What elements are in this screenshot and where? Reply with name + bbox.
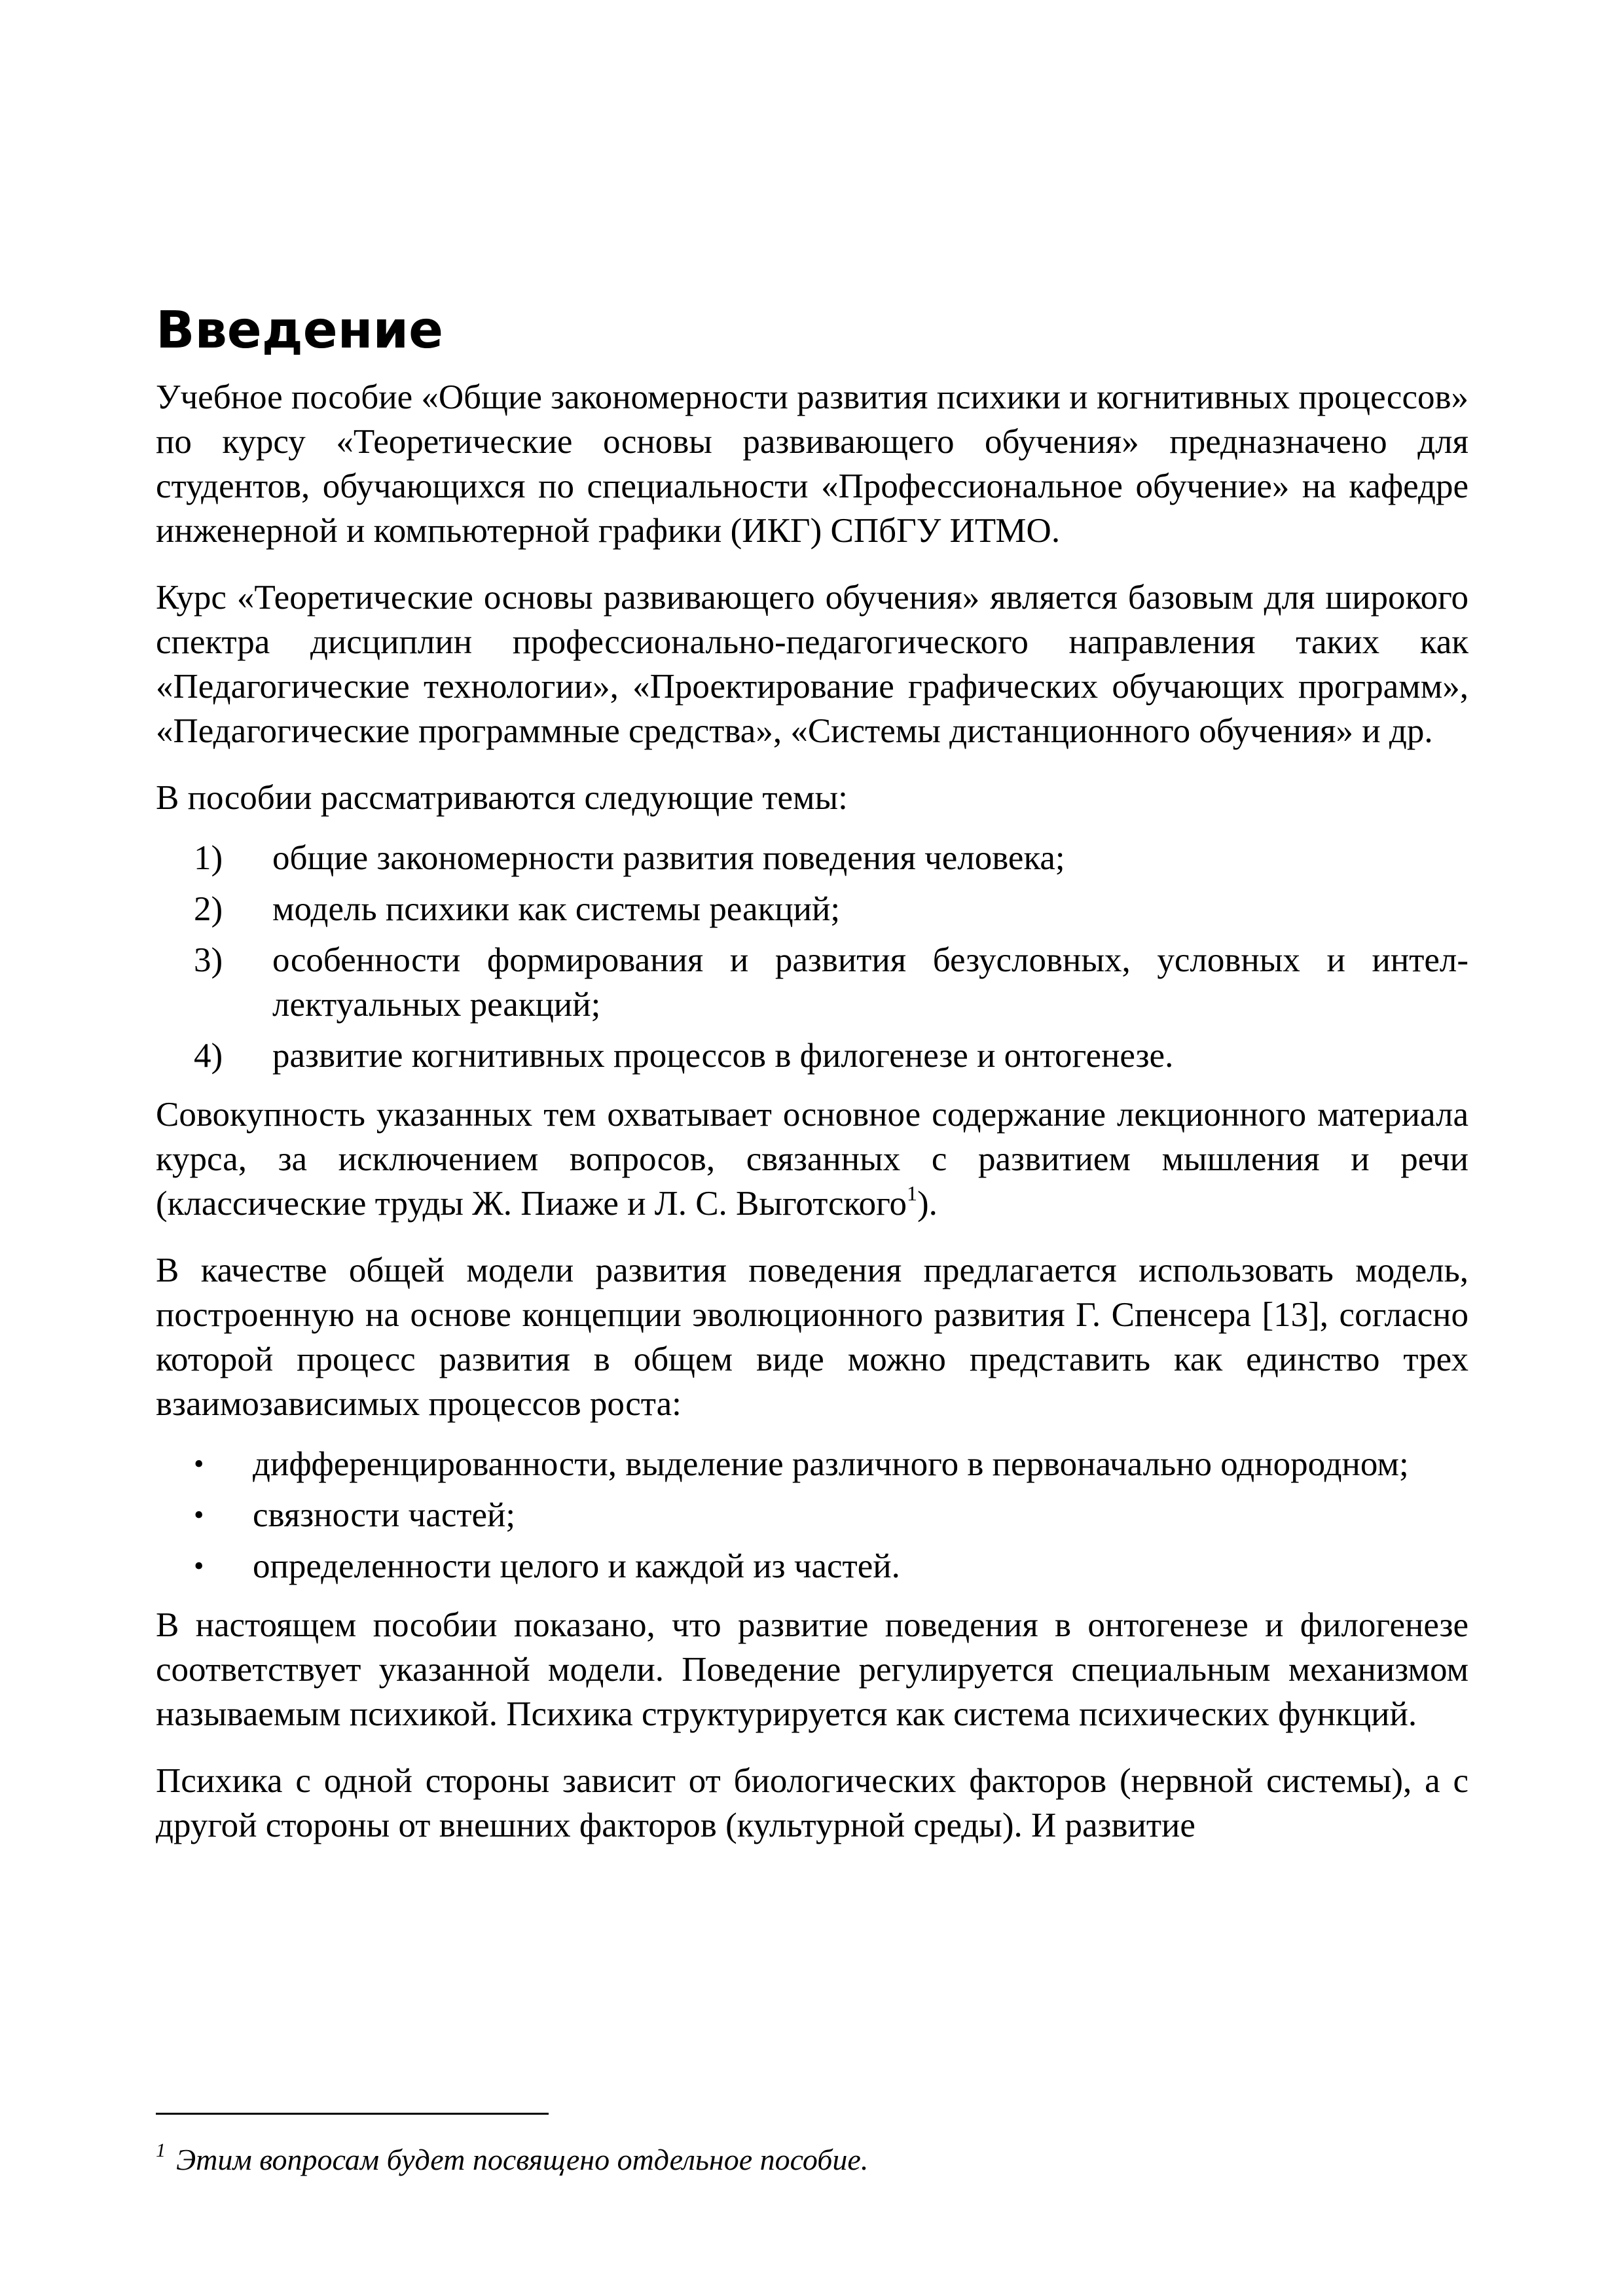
list-item-text: определенности целого и каждой из частей.	[253, 1547, 900, 1585]
section-heading: Введение	[156, 301, 444, 360]
list-number: 1)	[194, 839, 223, 877]
paragraph-course: Курс «Теоретические основы развивающего обучения» является базовым для широкого спектра дисциплин профессионально-педагогического направления таких как «Педагогические технологии», «Проектирование графических обучающих программ», «Педагогические программные средства», «Системы дистанционного обучения» и др.	[156, 579, 1468, 750]
list-item	[156, 1493, 1468, 1537]
list-item-text: дифференцированности, выделение различного в первоначально однородном;	[253, 1445, 1409, 1483]
paragraph-scope	[156, 1092, 1468, 1226]
list-number: 2)	[194, 890, 223, 928]
bullet-icon: •	[194, 1499, 204, 1531]
list-item	[156, 887, 1468, 931]
bullet-icon: •	[194, 1550, 204, 1582]
paragraph-scope-end: ).	[917, 1185, 938, 1223]
paragraph-psyche: Психика с одной стороны зависит от биологических факторов (нервной системы), а с другой стороны от внешних факторов (культурной среды). И развитие	[156, 1762, 1468, 1844]
page-content	[156, 298, 1468, 1848]
paragraph-intro: Учебное пособие «Общие закономерности развития психики и когнитивных процессов» по курсу «Теоретические основы развивающего обучения» предназначено для студентов, обучающихся по специальности «Профессиональное обучение» на кафедре инженерной и компьютерной графики (ИКГ) СПбГУ ИТМО.	[156, 378, 1468, 550]
footnote-text: Этим вопросам будет посвящено отдельное пособие.	[176, 2143, 869, 2176]
list-item-text: общие закономерности развития поведения человека;	[272, 839, 1065, 877]
list-item-text: связности частей;	[253, 1496, 516, 1534]
list-item	[156, 1442, 1468, 1486]
list-item-text: развитие когнитивных процессов в филогенезе и онтогенезе.	[272, 1037, 1174, 1075]
paragraph-behavior: В настоящем пособии показано, что развитие поведения в онтогенезе и филогенезе соответствует указанной модели. Поведение регулируется специальным механизмом называемым психикой. Психика структурируется как система психических функций.	[156, 1606, 1468, 1733]
footnote-divider	[156, 2113, 549, 2115]
bullet-icon: •	[194, 1448, 204, 1480]
footnote	[156, 2140, 1468, 2179]
topics-list	[156, 836, 1468, 1078]
list-item-text: модель психики как системы реакций;	[272, 890, 841, 928]
paragraph-scope-text: Совокупность указанных тем охватывает основное содержание лекционного материала курса, за исключением вопросов, связанных с развитием мышления и речи (классические труды Ж. Пиаже и Л. С. Выготского	[156, 1096, 1468, 1223]
list-item	[156, 836, 1468, 880]
list-number: 4)	[194, 1037, 223, 1075]
list-item	[156, 1544, 1468, 1588]
list-item	[156, 1033, 1468, 1078]
paragraph-model: В качестве общей модели развития поведения предлагается использовать модель, построенную на основе концепции эволюционного развития Г. Спенсера [13], согласно которой процесс развития в общем виде можно представить как единство трех взаимозависимых процессов роста:	[156, 1251, 1468, 1423]
footnote-reference[interactable]: 1	[907, 1181, 918, 1205]
list-item	[156, 938, 1468, 1027]
paragraph-topics-lead: В пособии рассматриваются следующие темы:	[156, 779, 848, 817]
list-item-text: особенности формирования и развития безусловных, условных и интеллектуальных реакций;	[272, 941, 1468, 1024]
growth-processes-list	[156, 1442, 1468, 1588]
footnote-mark: 1	[156, 2140, 166, 2161]
list-number: 3)	[194, 941, 223, 979]
